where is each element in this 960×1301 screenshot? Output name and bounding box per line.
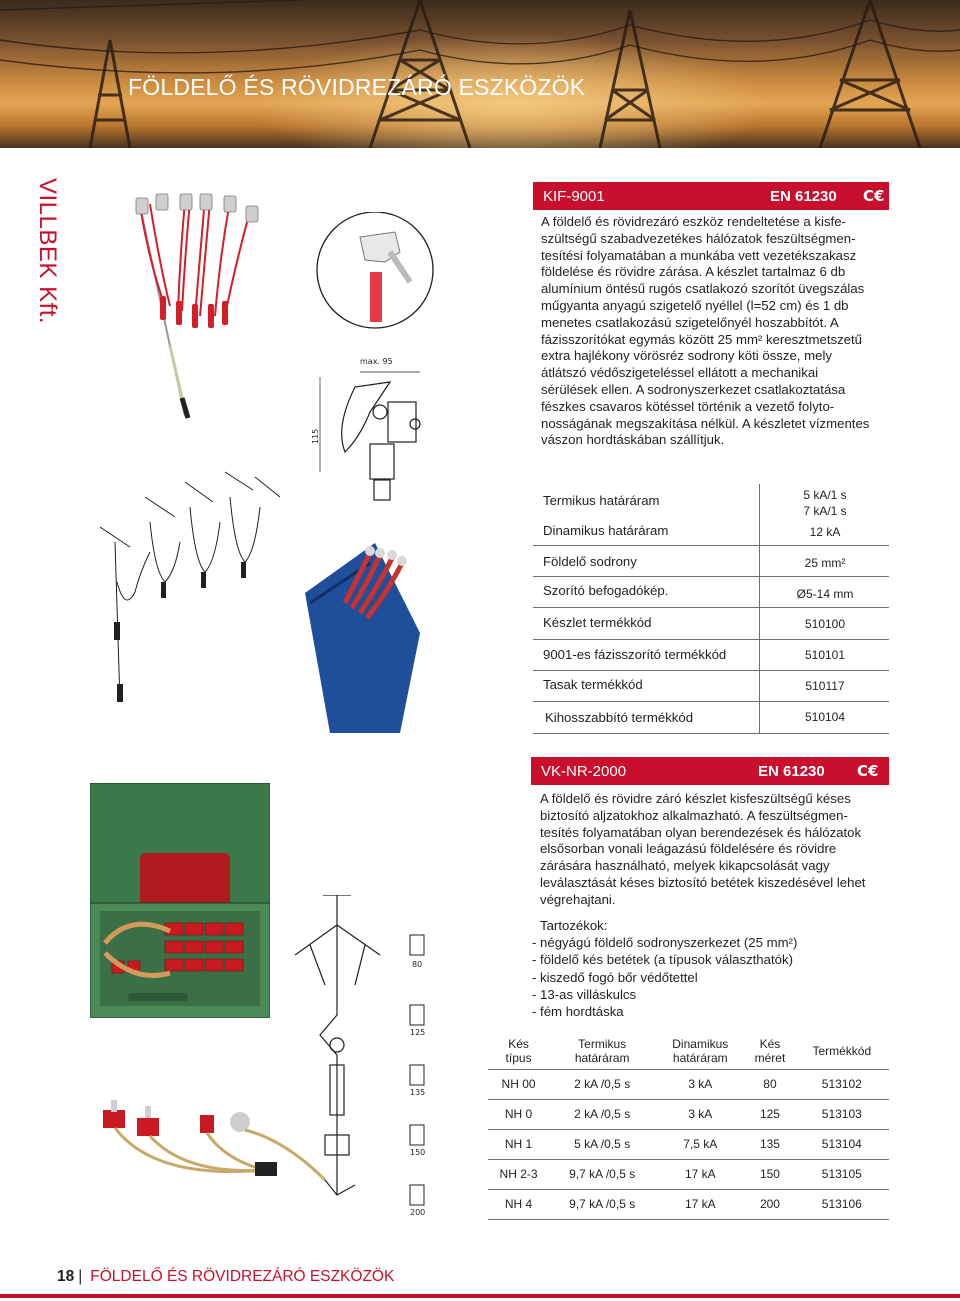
product-header-vknr2000	[531, 757, 889, 785]
desc-line: szültségű szabadvezetékes hálózatok feszültségmen-	[541, 230, 856, 246]
spec-label: Tasak termékkód	[543, 677, 643, 692]
table-cell: NH 1	[488, 1129, 549, 1159]
blade-size-label: 80	[412, 960, 423, 969]
accessories-list	[532, 917, 797, 1020]
spec-value: 25 mm²	[804, 556, 846, 570]
table-row	[488, 1099, 889, 1129]
table-cell: 135	[745, 1129, 794, 1159]
page-title: FÖLDELŐ ÉS RÖVIDREZÁRÓ ESZKÖZÖK	[128, 74, 586, 100]
desc-line: extra hajlékony vörösréz sodrony köti össze, mely	[541, 348, 832, 364]
table-row	[488, 1159, 889, 1189]
product-header-kif9001	[533, 182, 889, 210]
spec-label: Földelő sodrony	[543, 554, 637, 569]
ce-mark-icon: C€	[857, 762, 879, 780]
desc-line: földelése és rövidre zárása. A készlet tartalmaz 6 db	[541, 264, 846, 280]
spec-label: 9001-es fázisszorító termékkód	[543, 647, 727, 662]
table-row	[533, 702, 889, 734]
table-row	[488, 1069, 889, 1099]
spec-value: 510101	[804, 648, 846, 662]
table-row	[533, 546, 889, 577]
footer-rule	[0, 1294, 960, 1298]
table-cell: 513104	[795, 1129, 889, 1159]
list-item: - földelő kés betétek (a típusok választhatók)	[532, 952, 793, 968]
spec-value: 5 kA/1 s	[803, 488, 847, 502]
standard-label: EN 61230	[758, 762, 825, 780]
spec-label: Kihosszabbító termékkód	[545, 710, 694, 725]
list-item: - négyágú földelő sodronyszerkezet (25 mm²)	[532, 935, 798, 951]
desc-line: tesítési folyamatában a munkába vett vezetékszakasz	[541, 247, 857, 263]
table-cell: 17 kA	[655, 1159, 745, 1189]
spec-value: 510100	[804, 617, 846, 631]
list-item: - 13-as villáskulcs	[532, 986, 637, 1002]
fuse-blade-table	[488, 1033, 889, 1220]
table-cell: NH 2-3	[488, 1159, 549, 1189]
table-cell: NH 4	[488, 1189, 549, 1219]
list-item: - kiszedő fogó bőr védőtettel	[532, 969, 698, 985]
page-number: 18	[57, 1268, 75, 1285]
column-header: Kés méret	[745, 1033, 794, 1069]
accessories-title: Tartozékok:	[540, 918, 608, 933]
spec-value: 510104	[804, 710, 846, 724]
product-code: KIF-9001	[543, 187, 605, 205]
table-cell: 17 kA	[655, 1189, 745, 1219]
blade-size-label: 135	[410, 1088, 426, 1097]
desc-line: leválasztását késes biztosító betétek kiszedésével lehet	[540, 874, 866, 890]
table-row	[533, 640, 889, 671]
product-code: VK-NR-2000	[541, 762, 627, 780]
case-kit-photo	[90, 783, 270, 1018]
clamp-drawing	[300, 212, 440, 502]
table-row	[488, 1189, 889, 1219]
spec-value: 7 kA/1 s	[803, 504, 847, 518]
desc-line: vászon hordtáskában szállítjuk.	[541, 432, 725, 448]
page-footer	[57, 1268, 394, 1286]
table-cell: 200	[745, 1189, 794, 1219]
desc-line: átlátszó védőszigeteléssel ellátott a mechanikai	[541, 365, 819, 381]
desc-line: nosságának megszakítása nélkül. A készletet vízmentes	[541, 415, 870, 431]
desc-line: alumínium öntésű rugós csatlakozó szorítót üvegszálas	[541, 281, 865, 297]
desc-line: műgyanta anyagú szigetelő nyéllel (l=52 cm) és 1 db	[541, 297, 849, 313]
product2-description	[540, 791, 887, 909]
table-header-row	[488, 1033, 889, 1069]
desc-line: biztosító aljzatokhoz alkalmazható. A feszültségmen-	[540, 807, 848, 823]
header-banner	[0, 0, 960, 148]
table-cell: 9,7 kA /0,5 s	[549, 1189, 655, 1219]
table-cell: 513102	[795, 1069, 889, 1099]
ce-mark-icon: C€	[863, 187, 885, 205]
clamp-set-drawing	[95, 462, 285, 730]
column-header: Termikus határáram	[549, 1033, 655, 1069]
table-cell: 513106	[795, 1189, 889, 1219]
table-row	[488, 1129, 889, 1159]
spec-value: Ø5-14 mm	[796, 587, 854, 601]
spec-label: Készlet termékkód	[543, 615, 652, 630]
spec-label: Dinamikus határáram	[543, 523, 669, 538]
height-label: 115	[311, 428, 320, 444]
carry-bag-photo	[300, 533, 425, 733]
desc-line: A földelő és rövidre záró készlet kisfeszültségű késes	[540, 791, 851, 806]
desc-line: sérülések ellen. A sodronyszerkezet csatlakoztatása	[541, 381, 846, 397]
desc-line: A földelő és rövidrezáró eszköz rendeltetése a kisfe-	[541, 214, 846, 229]
table-cell: 2 kA /0,5 s	[549, 1069, 655, 1099]
desc-line: végrehajtani.	[540, 891, 616, 907]
table-cell: 2 kA /0,5 s	[549, 1099, 655, 1129]
table-row	[533, 608, 889, 640]
table-cell: 513105	[795, 1159, 889, 1189]
table-cell: 513103	[795, 1099, 889, 1129]
spec-value: 12 kA	[809, 525, 841, 539]
footer-title: FÖLDELŐ ÉS RÖVIDREZÁRÓ ESZKÖZÖK	[90, 1268, 395, 1285]
company-name: VILLBEK Kft.	[34, 178, 61, 325]
column-header: Termékkód	[795, 1033, 889, 1069]
desc-line: fázisszorítókat egymás között 25 mm² keresztmetszetű	[541, 331, 863, 347]
table-row	[533, 577, 889, 608]
table-cell: NH 0	[488, 1099, 549, 1129]
fuse-puller-drawing	[285, 895, 440, 1220]
blade-size-label: 200	[410, 1208, 426, 1217]
desc-line: tesítés folyamatában olyan berendezések és hálózatok	[540, 824, 862, 840]
table-cell: 5 kA /0,5 s	[549, 1129, 655, 1159]
column-header: Dinamikus határáram	[655, 1033, 745, 1069]
table-cell: 150	[745, 1159, 794, 1189]
table-cell: 7,5 kA	[655, 1129, 745, 1159]
desc-line: zárására használható, melyek kikapcsolását vagy	[540, 858, 830, 874]
spec-value: 510117	[805, 679, 845, 693]
footer-separator: |	[78, 1268, 83, 1285]
blade-size-label: 150	[410, 1148, 426, 1157]
spec-label: Szorító befogadókép.	[543, 583, 669, 598]
desc-line: elsősorban vonali leágazású földelésére és rövidre	[540, 841, 837, 857]
product1-description	[541, 214, 891, 449]
clamp-set-photo	[130, 186, 265, 426]
table-cell: 80	[745, 1069, 794, 1099]
spec-label: Termikus határáram	[543, 493, 660, 508]
table-row	[533, 671, 889, 702]
table-cell: 125	[745, 1099, 794, 1129]
table-cell: NH 00	[488, 1069, 549, 1099]
desc-line: menetes csatlakozású szigetelőnyél hoszabbítót. A	[541, 314, 839, 330]
table-row	[533, 484, 889, 546]
table-cell: 9,7 kA /0,5 s	[549, 1159, 655, 1189]
standard-label: EN 61230	[770, 187, 837, 205]
max-width-label: max. 95	[360, 357, 393, 366]
desc-line: fészkes csavaros kötéssel történik a vezető folyto-	[541, 398, 835, 414]
blade-size-label: 125	[410, 1028, 426, 1037]
spec-table	[533, 484, 889, 734]
list-item: - fém hordtáska	[532, 1004, 624, 1020]
table-cell: 3 kA	[655, 1099, 745, 1129]
table-cell: 3 kA	[655, 1069, 745, 1099]
column-header: Kés típus	[488, 1033, 549, 1069]
